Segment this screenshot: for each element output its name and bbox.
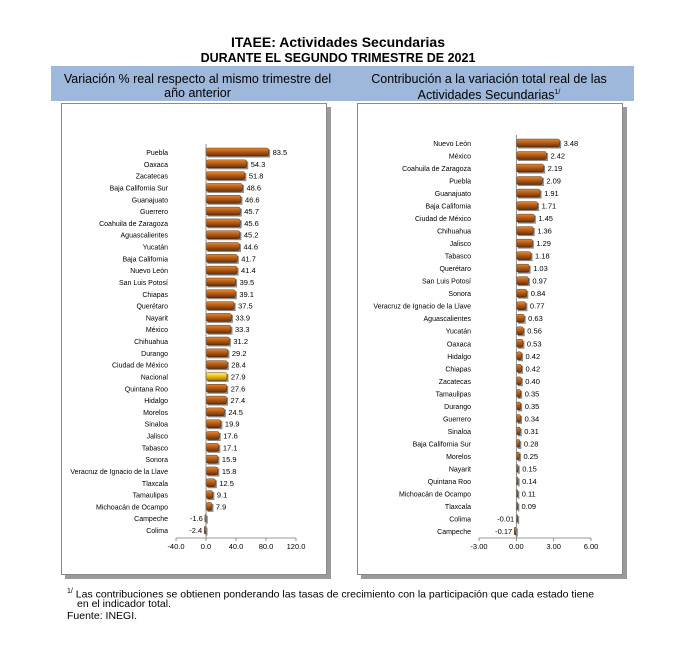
left-bar	[206, 325, 231, 333]
right-category-label: Veracruz de Ignacio de la Llave	[373, 303, 471, 311]
right-header-label: Contribución a la variación total real de las Actividades Secundarias	[371, 72, 607, 103]
left-category-label: Sinaloa	[144, 421, 168, 429]
chart-title: ITAEE: Actividades Secundarias	[231, 34, 445, 50]
right-bar	[516, 327, 523, 335]
right-bar	[516, 252, 531, 260]
left-data-label: 45.2	[243, 230, 259, 240]
left-category-label: Campeche	[134, 516, 168, 524]
left-data-label: 46.6	[244, 195, 260, 205]
left-bar	[206, 396, 227, 404]
left-data-label: 48.6	[246, 183, 262, 193]
left-data-label: 7.9	[215, 502, 227, 512]
right-bar-shadow	[518, 491, 520, 499]
left-bar	[206, 455, 218, 463]
left-bar-shadow	[206, 516, 208, 524]
left-panel-header-text: Variación % real respecto al mismo trimestre del año anterior	[63, 72, 332, 100]
left-data-label: 41.4	[241, 266, 256, 276]
left-data-label: 45.6	[244, 218, 259, 228]
right-category-label: Tamaulipas	[435, 391, 471, 399]
right-bar	[516, 314, 524, 322]
left-x-tick-label: 80.0	[258, 542, 274, 551]
right-category-label: Ciudad de México	[414, 216, 471, 224]
left-bar	[206, 160, 247, 168]
right-category-label: Hidalgo	[447, 353, 471, 361]
left-data-label: 12.5	[219, 478, 234, 488]
right-bar	[516, 352, 521, 360]
footnote-line2: en el indicador total.	[77, 598, 171, 610]
left-category-label: Baja California	[122, 256, 168, 264]
right-data-label: 0.11	[521, 489, 536, 499]
left-category-label: Chiapas	[142, 291, 168, 299]
left-category-label: Tlaxcala	[141, 480, 168, 488]
left-data-label: 28.4	[231, 360, 246, 370]
footnote-line1: Las contribuciones se obtienen ponderando las tasas de crecimiento con la participación que cada estado tiene	[75, 588, 595, 601]
right-data-label: 0.42	[525, 351, 541, 361]
right-category-label: Nuevo León	[433, 141, 471, 148]
right-category-label: Chihuahua	[437, 228, 471, 236]
right-category-label: Tlaxcala	[444, 503, 471, 511]
right-category-label: Durango	[444, 403, 471, 411]
left-category-label: Coahuila de Zaragoza	[99, 220, 168, 228]
left-data-label: 39.5	[239, 277, 255, 287]
left-bar	[206, 491, 213, 499]
right-bar	[516, 414, 520, 422]
left-x-tick-label: 120.0	[286, 542, 306, 551]
left-data-label: 33.9	[235, 313, 251, 323]
left-data-label: 37.5	[238, 301, 253, 311]
right-bar	[516, 427, 520, 435]
left-data-label: 27.6	[230, 384, 246, 394]
right-data-label: 1.36	[537, 226, 552, 236]
right-category-label: Aguascalientes	[423, 316, 471, 324]
right-x-tick-label: 0.00	[509, 542, 524, 551]
right-category-label: Colima	[449, 516, 471, 524]
right-bar	[516, 239, 532, 247]
left-bar	[206, 479, 215, 487]
right-data-label: -0.01	[497, 514, 515, 524]
right-category-label: Querétaro	[439, 266, 471, 274]
right-data-label: 2.09	[546, 176, 561, 186]
left-category-label: Aguascalientes	[120, 232, 168, 240]
right-category-label: Tabasco	[444, 253, 471, 261]
right-data-label: 0.63	[528, 314, 543, 324]
left-category-label: Sonora	[145, 457, 168, 465]
right-bar	[516, 227, 533, 235]
left-category-label: Veracruz de Ignacio de la Llave	[70, 468, 168, 476]
left-bar	[206, 183, 242, 191]
right-bar	[516, 189, 540, 197]
right-data-label: 0.28	[523, 439, 539, 449]
left-data-label: -2.4	[189, 526, 203, 535]
right-category-label: Morelos	[446, 453, 471, 461]
left-data-label: -1.6	[189, 514, 203, 524]
left-bar	[206, 195, 241, 203]
left-category-label: Oaxaca	[143, 161, 168, 169]
right-bar	[516, 452, 519, 460]
left-bar	[206, 408, 224, 416]
right-data-label: 1.91	[544, 189, 559, 199]
left-bar	[206, 361, 227, 369]
left-category-label: San Luis Potosí	[118, 279, 168, 287]
right-category-label: Jalisco	[449, 241, 471, 249]
left-category-label: Colima	[146, 528, 168, 535]
left-data-label: 45.7	[244, 207, 259, 217]
left-bar	[206, 384, 227, 392]
right-data-label: 3.48	[563, 139, 579, 148]
right-category-label: Oaxaca	[446, 341, 471, 349]
right-data-label: 0.40	[525, 376, 540, 386]
left-bar	[206, 337, 229, 345]
left-data-label: 44.6	[243, 242, 259, 252]
left-category-label: Ciudad de México	[111, 362, 168, 370]
left-category-label: Quintana Roo	[124, 386, 168, 394]
right-data-label: 1.45	[538, 214, 553, 224]
left-bar	[206, 172, 245, 180]
left-data-label: 83.5	[272, 148, 288, 157]
right-category-label: Baja California Sur	[412, 441, 471, 449]
right-category-label: Campeche	[437, 529, 471, 536]
right-bar	[516, 389, 520, 397]
right-category-label: Guanajuato	[434, 191, 471, 199]
left-bar	[206, 148, 269, 156]
left-bar	[206, 302, 234, 310]
left-bar-highlight	[206, 372, 227, 380]
right-data-label: 1.18	[535, 251, 550, 261]
left-category-label: Morelos	[143, 409, 168, 417]
left-data-label: 19.9	[224, 419, 240, 429]
left-bar	[206, 432, 219, 440]
right-header-superscript: 1/	[554, 89, 561, 96]
left-data-label: 39.1	[239, 289, 254, 299]
right-category-label: Quintana Roo	[427, 478, 471, 486]
left-data-label: 9.1	[216, 490, 228, 500]
left-data-label: 31.2	[233, 337, 249, 346]
right-bar	[516, 364, 521, 372]
right-category-label: Coahuila de Zaragoza	[402, 166, 471, 174]
left-bar	[206, 420, 221, 428]
left-bar	[206, 290, 235, 298]
left-bar	[206, 254, 237, 262]
right-category-label: Chiapas	[445, 366, 471, 374]
right-bar	[516, 339, 523, 347]
left-category-label: Hidalgo	[144, 398, 168, 406]
left-category-label: Puebla	[146, 150, 168, 157]
right-bar-shadow	[518, 503, 520, 511]
right-data-label: 0.84	[530, 289, 546, 299]
right-bar	[516, 277, 528, 285]
right-data-label: 0.09	[521, 501, 537, 511]
left-data-label: 17.1	[222, 443, 238, 453]
left-data-label: 15.8	[221, 466, 237, 476]
right-bar-shadow	[518, 516, 520, 524]
left-category-label: Querétaro	[136, 303, 168, 311]
right-data-label: 1.71	[541, 201, 557, 211]
right-data-label: 0.15	[522, 464, 537, 474]
left-category-label: Guanajuato	[131, 197, 168, 205]
right-data-label: 0.35	[524, 401, 540, 411]
left-category-label: Nuevo León	[130, 268, 168, 276]
right-data-label: 0.97	[532, 276, 548, 286]
right-data-label: 0.31	[524, 426, 539, 436]
left-bar	[206, 502, 212, 510]
left-data-label: 33.3	[234, 325, 250, 335]
right-bar	[516, 139, 559, 147]
right-data-label: 1.29	[536, 239, 551, 249]
left-bar	[206, 243, 239, 251]
left-bar	[206, 231, 240, 239]
footnote-mark: 1/	[67, 588, 73, 595]
left-category-label: Jalisco	[146, 433, 168, 441]
left-data-label: 41.7	[241, 254, 256, 264]
left-bar	[206, 313, 231, 321]
right-bar	[516, 264, 529, 272]
left-bar	[206, 349, 228, 357]
right-data-label: 0.53	[526, 339, 542, 349]
left-bar	[206, 467, 218, 475]
left-category-label: Michoacán de Ocampo	[96, 504, 168, 512]
left-category-label: Guerrero	[139, 209, 168, 217]
source-note: Fuente: INEGI.	[67, 610, 138, 622]
right-category-label: Sonora	[448, 291, 471, 299]
right-x-tick-label: -3.00	[470, 542, 488, 551]
right-bar	[516, 439, 519, 447]
left-category-label: Durango	[141, 350, 168, 358]
left-category-label: Nayarit	[145, 315, 168, 323]
left-bar	[206, 219, 240, 227]
right-category-label: San Luis Potosí	[421, 278, 471, 286]
left-data-label: 15.9	[221, 455, 237, 465]
right-data-label: 2.19	[547, 164, 563, 174]
right-data-label: 0.35	[524, 389, 540, 399]
left-bar	[206, 278, 236, 286]
right-category-label: Zacatecas	[438, 378, 471, 386]
right-data-label: 1.03	[533, 264, 548, 274]
left-category-label: Baja California Sur	[109, 185, 168, 193]
right-category-label: Sinaloa	[447, 428, 471, 436]
left-data-label: 29.2	[231, 348, 247, 358]
left-data-label: 27.9	[230, 372, 246, 382]
right-x-tick-label: 3.00	[546, 542, 561, 551]
right-bar	[516, 164, 543, 172]
left-bar	[206, 443, 219, 451]
right-category-label: México	[448, 153, 471, 161]
right-data-label: 0.34	[524, 414, 540, 424]
right-bar	[516, 214, 534, 222]
right-bar	[516, 152, 546, 160]
right-bar	[516, 302, 526, 310]
right-data-label: 0.42	[525, 364, 541, 374]
left-data-label: 27.4	[230, 396, 246, 406]
left-data-label: 17.6	[223, 431, 238, 441]
right-category-label: Guerrero	[442, 416, 471, 424]
right-data-label: 0.77	[529, 301, 545, 311]
left-bar	[206, 207, 240, 215]
right-data-label: 2.42	[550, 151, 566, 161]
right-category-label: Nayarit	[448, 466, 471, 474]
left-data-label: 54.3	[250, 159, 266, 169]
right-category-label: Michoacán de Ocampo	[399, 491, 471, 499]
left-data-label: 51.8	[248, 171, 264, 181]
left-category-label: Chihuahua	[134, 339, 168, 346]
left-x-tick-label: 0.0	[200, 542, 212, 551]
left-x-tick-label: 40.0	[228, 542, 244, 551]
right-category-label: Baja California	[425, 203, 471, 211]
right-data-label: 0.56	[527, 326, 542, 336]
right-category-label: Yucatán	[445, 328, 471, 336]
right-bar	[516, 377, 521, 385]
right-bar	[516, 289, 526, 297]
left-category-label: Tabasco	[141, 445, 168, 453]
left-category-label: Yucatán	[142, 244, 168, 252]
left-category-label: Tamaulipas	[132, 492, 168, 500]
right-category-label: Puebla	[449, 178, 471, 186]
right-bar	[516, 202, 537, 210]
left-data-label: 24.5	[228, 407, 243, 417]
right-bar	[516, 402, 520, 410]
right-x-tick-label: 6.00	[583, 542, 599, 551]
left-bar	[206, 266, 237, 274]
left-category-label: Nacional	[140, 374, 168, 382]
right-bar	[516, 177, 542, 185]
right-data-label: -0.17	[495, 527, 513, 536]
right-data-label: 0.14	[522, 476, 537, 486]
left-category-label: Zacatecas	[135, 173, 168, 181]
chart-subtitle: DURANTE EL SEGUNDO TRIMESTRE DE 2021	[200, 51, 476, 65]
left-category-label: México	[145, 327, 168, 335]
right-data-label: 0.25	[523, 451, 539, 461]
left-x-tick-label: -40.0	[167, 542, 185, 551]
